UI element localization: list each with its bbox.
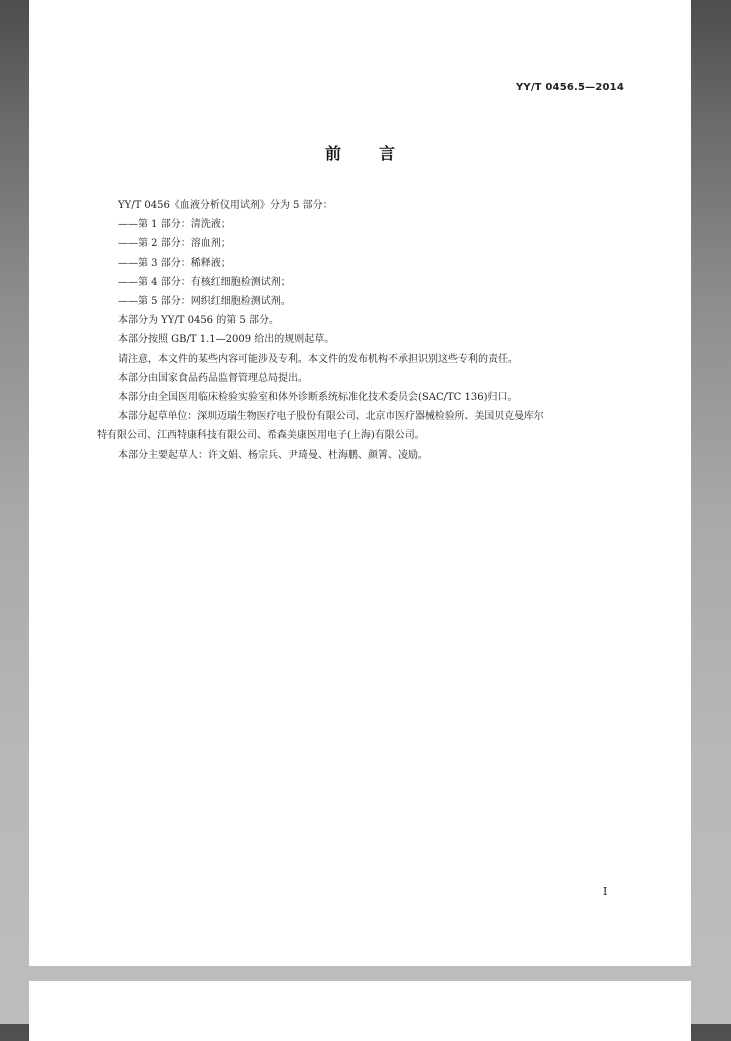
- page-title: 前言: [324, 144, 433, 163]
- next-page-edge: [29, 981, 691, 1041]
- list-item-part-1: ——第 1 部分：清洗液；: [118, 219, 231, 231]
- standard-code: YY/T 0456.5—2014: [515, 82, 624, 93]
- paragraph-drafting-units-line2: 特有限公司、江西特康科技有限公司、希森美康医用电子(上海)有限公司。: [97, 430, 425, 442]
- paragraph-parts-intro: YY/T 0456《血液分析仪用试剂》分为 5 部分：: [118, 200, 333, 211]
- paragraph-drafting-rules: 本部分按照 GB/T 1.1—2009 给出的规则起草。: [118, 334, 335, 346]
- page-number: I: [603, 885, 608, 898]
- list-item-part-2: ——第 2 部分：溶血剂；: [118, 238, 231, 250]
- paragraph-proposed-by: 本部分由国家食品药品监督管理总局提出。: [118, 372, 308, 384]
- paragraph-patent-notice: 请注意，本文件的某些内容可能涉及专利。本文件的发布机构不承担识别这些专利的责任。: [118, 353, 518, 365]
- list-item-part-5: ——第 5 部分：网织红细胞检测试剂。: [118, 296, 291, 308]
- list-item-part-4: ——第 4 部分：有核红细胞检测试剂；: [118, 276, 291, 288]
- paragraph-drafters: 本部分主要起草人：许文娟、杨宗兵、尹琦曼、杜海鹏、颜箐、凌励。: [118, 449, 428, 461]
- paragraph-drafting-units-line1: 本部分起草单位：深圳迈瑞生物医疗电子股份有限公司、北京市医疗器械检验所、美国贝克曼库尔: [118, 411, 544, 423]
- paragraph-centralized-by: 本部分由全国医用临床检验实验室和体外诊断系统标准化技术委员会(SAC/TC 136)归口。: [118, 392, 518, 404]
- paragraph-this-part: 本部分为 YY/T 0456 的第 5 部分。: [118, 315, 279, 327]
- foreword-body: [97, 196, 637, 465]
- document-page: [29, 0, 691, 966]
- list-item-part-3: ——第 3 部分：稀释液；: [118, 257, 231, 269]
